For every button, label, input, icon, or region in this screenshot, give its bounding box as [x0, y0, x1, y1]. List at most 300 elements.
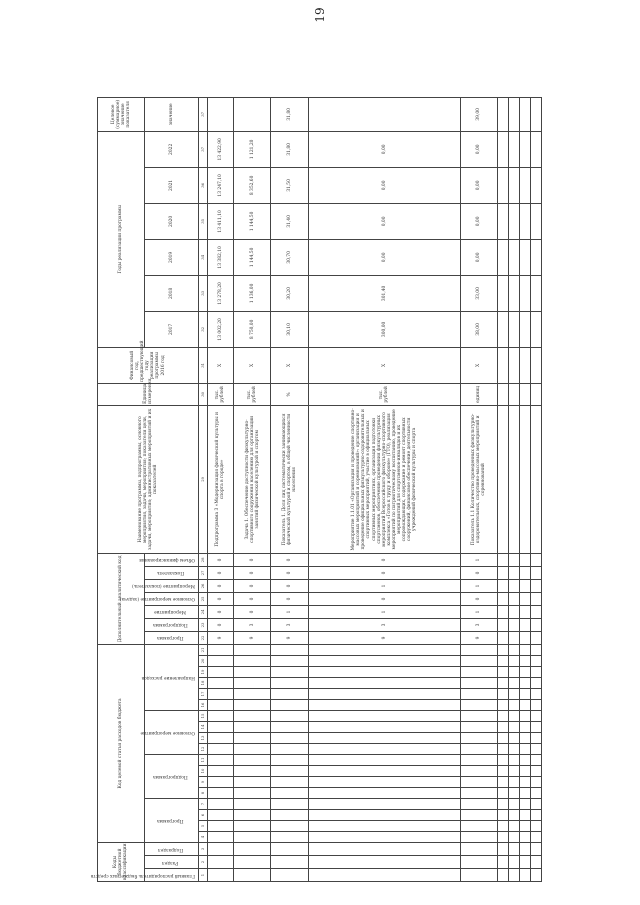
year-header: 2020 [144, 203, 198, 239]
empty-cell [498, 787, 509, 798]
empty-cell [531, 605, 542, 618]
code-cell: 3 [460, 618, 497, 631]
table-row [207, 97, 233, 881]
empty-cell [509, 809, 520, 820]
code-cell [271, 677, 308, 688]
empty-cell [520, 347, 531, 383]
empty-cell [498, 798, 509, 809]
empty-row [520, 97, 531, 881]
code-cell [234, 842, 271, 855]
add-col-header: Объем финансирования [144, 553, 198, 566]
code-cell [207, 677, 233, 688]
year-value: 0,00 [460, 131, 497, 167]
code-cell [308, 787, 460, 798]
year-value: 30,20 [271, 275, 308, 311]
empty-cell [531, 869, 542, 882]
year-value: 30,70 [271, 239, 308, 275]
column-number: 34 [198, 239, 207, 275]
code-cell: 1 [308, 605, 460, 618]
empty-cell [520, 776, 531, 787]
row-unit: тыс. рублей [207, 383, 233, 405]
empty-cell [520, 732, 531, 743]
year-value: 31,80 [271, 131, 308, 167]
code-cell [271, 765, 308, 776]
code-cell: 0 [207, 618, 233, 631]
year-header: 2019 [144, 239, 198, 275]
empty-cell [531, 239, 542, 275]
empty-cell [520, 131, 531, 167]
year-value: 1 121,20 [234, 131, 271, 167]
code-cell: 9 [207, 631, 233, 644]
year-value: 1 144,50 [234, 239, 271, 275]
empty-cell [498, 710, 509, 721]
year-value: 0,00 [460, 203, 497, 239]
year-header: 2021 [144, 167, 198, 203]
empty-cell [498, 203, 509, 239]
empty-cell [531, 644, 542, 655]
target-col-header: Основное мероприятие [144, 710, 198, 754]
empty-cell [531, 553, 542, 566]
empty-cell [509, 666, 520, 677]
target-col-header: Направление расходов [144, 644, 198, 710]
year-value: 0,00 [308, 167, 460, 203]
empty-cell [498, 553, 509, 566]
empty-cell [531, 677, 542, 688]
empty-cell [498, 721, 509, 732]
empty-cell [498, 275, 509, 311]
code-cell [460, 677, 497, 688]
empty-cell [520, 856, 531, 869]
code-cell [308, 820, 460, 831]
year-value: 0,00 [308, 203, 460, 239]
empty-cell [498, 831, 509, 842]
row-name: Мероприятие 1.1.01 «Организация и проведение спортивно-массовых мероприятий и соревнований»: организация и проведение официальных физкультурно-оздоровительных и спортивных мероприятий, участие в официальных спортивных мероприятиях, организация подготовки спортсменов, обеспечение проведения физкультурных мероприятий Всероссийского физкультурно-спортивного комплекса «Готов к труду и обороне» (ГТО), реализация мероприятий по патриотическому воспитанию, проведение мероприятий для спортсменов-инвалидов и их сопровождающих, содержание и ремонт спортивных сооружений, финансовое обеспечение деятельности учреждений физической культуры и спорта [308, 405, 460, 553]
column-number: 17 [198, 688, 207, 699]
code-cell [207, 666, 233, 677]
empty-cell [509, 842, 520, 855]
empty-cell [520, 553, 531, 566]
column-number: 3 [198, 842, 207, 855]
code-cell [460, 787, 497, 798]
code-cell [308, 776, 460, 787]
empty-cell [509, 97, 520, 131]
code-cell: 0 [207, 605, 233, 618]
code-cell: 1 [460, 605, 497, 618]
empty-cell [498, 566, 509, 579]
code-cell [308, 754, 460, 765]
code-cell [308, 856, 460, 869]
code-cell [308, 644, 460, 655]
add-col-header: Показатель [144, 566, 198, 579]
code-cell [271, 842, 308, 855]
year-header: 2022 [144, 131, 198, 167]
column-number: 13 [198, 732, 207, 743]
target-col-header: Программа [144, 798, 198, 842]
code-cell [271, 798, 308, 809]
empty-cell [531, 856, 542, 869]
empty-cell [520, 765, 531, 776]
empty-cell [531, 405, 542, 553]
column-number: 2 [198, 856, 207, 869]
code-cell: 0 [207, 579, 233, 592]
code-cell: 9 [308, 631, 460, 644]
row-unit: % [271, 383, 308, 405]
empty-cell [520, 605, 531, 618]
empty-cell [509, 553, 520, 566]
column-number: 9 [198, 776, 207, 787]
empty-cell [531, 820, 542, 831]
empty-cell [509, 631, 520, 644]
code-cell [308, 842, 460, 855]
code-cell [308, 710, 460, 721]
code-cell [308, 798, 460, 809]
empty-cell [498, 699, 509, 710]
code-cell [460, 699, 497, 710]
empty-cell [520, 618, 531, 631]
year-value: 13 411,10 [207, 203, 233, 239]
empty-cell [520, 798, 531, 809]
code-cell [234, 856, 271, 869]
column-number: 27 [198, 566, 207, 579]
code-cell [460, 644, 497, 655]
empty-cell [520, 566, 531, 579]
code-cell [271, 754, 308, 765]
empty-cell [520, 743, 531, 754]
code-cell [234, 644, 271, 655]
empty-cell [509, 167, 520, 203]
empty-cell [531, 97, 542, 131]
empty-cell [509, 798, 520, 809]
empty-cell [520, 842, 531, 855]
code-cell: 9 [234, 631, 271, 644]
code-cell: 3 [308, 618, 460, 631]
code-cell [271, 776, 308, 787]
empty-cell [498, 869, 509, 882]
empty-cell [498, 347, 509, 383]
column-number: 24 [198, 605, 207, 618]
empty-cell [498, 239, 509, 275]
code-cell: 1 [308, 579, 460, 592]
year-value: 30,10 [271, 311, 308, 347]
row-name: Подпрограмма 3 «Модернизация физической культуры и спорта в городе» [207, 405, 233, 553]
year-value: 0,00 [308, 239, 460, 275]
empty-cell [498, 856, 509, 869]
empty-cell [498, 644, 509, 655]
year-value: 8 352,60 [234, 167, 271, 203]
code-cell: 0 [234, 579, 271, 592]
column-number: 32 [198, 311, 207, 347]
code-cell [207, 820, 233, 831]
code-cell [207, 798, 233, 809]
add-col-header: Основное мероприятие (задача) [144, 592, 198, 605]
code-cell: 0 [234, 566, 271, 579]
empty-cell [531, 566, 542, 579]
empty-cell [520, 579, 531, 592]
column-number: 18 [198, 677, 207, 688]
empty-cell [531, 699, 542, 710]
empty-cell [509, 239, 520, 275]
code-cell [271, 831, 308, 842]
empty-cell [520, 666, 531, 677]
empty-cell [509, 618, 520, 631]
empty-cell [531, 787, 542, 798]
code-cell [207, 732, 233, 743]
empty-cell [509, 688, 520, 699]
code-cell [460, 776, 497, 787]
code-cell [207, 787, 233, 798]
empty-cell [520, 383, 531, 405]
year-value: 0,00 [460, 167, 497, 203]
empty-cell [520, 275, 531, 311]
empty-cell [509, 203, 520, 239]
code-cell: 3 [234, 618, 271, 631]
code-cell [234, 765, 271, 776]
row-unit: тыс. рублей [234, 383, 271, 405]
empty-cell [531, 592, 542, 605]
empty-cell [520, 655, 531, 666]
empty-cell [531, 688, 542, 699]
code-cell: 9 [460, 631, 497, 644]
empty-cell [531, 167, 542, 203]
empty-cell [498, 631, 509, 644]
code-cell [234, 677, 271, 688]
empty-cell [531, 776, 542, 787]
code-col-header: Подраздел [144, 842, 198, 855]
empty-cell [509, 655, 520, 666]
empty-cell [531, 131, 542, 167]
code-cell: 3 [271, 618, 308, 631]
row-unit: единиц [460, 383, 497, 405]
empty-cell [498, 688, 509, 699]
code-cell [271, 732, 308, 743]
row-total [308, 97, 460, 131]
empty-cell [531, 203, 542, 239]
empty-cell [531, 831, 542, 842]
empty-cell [498, 732, 509, 743]
column-number: 7 [198, 798, 207, 809]
code-cell [308, 699, 460, 710]
code-cell [234, 754, 271, 765]
empty-cell [520, 699, 531, 710]
empty-cell [531, 721, 542, 732]
empty-cell [509, 787, 520, 798]
code-cell: 0 [234, 553, 271, 566]
code-cell [271, 655, 308, 666]
code-cell [234, 809, 271, 820]
empty-cell [520, 167, 531, 203]
row-unit: тыс. рублей [308, 383, 460, 405]
empty-cell [498, 666, 509, 677]
empty-cell [509, 831, 520, 842]
column-number: 19 [198, 666, 207, 677]
empty-cell [520, 311, 531, 347]
empty-cell [520, 97, 531, 131]
empty-cell [520, 592, 531, 605]
column-number: 23 [198, 618, 207, 631]
empty-cell [520, 688, 531, 699]
code-cell [460, 732, 497, 743]
year-value: 33,00 [460, 275, 497, 311]
add-col-header: Программа [144, 631, 198, 644]
empty-cell [531, 765, 542, 776]
table-row [234, 97, 271, 881]
empty-cell [509, 820, 520, 831]
empty-cell [509, 699, 520, 710]
year-value: 13 247,10 [207, 167, 233, 203]
code-cell [207, 754, 233, 765]
empty-cell [520, 721, 531, 732]
code-cell [207, 655, 233, 666]
empty-cell [520, 239, 531, 275]
add-group: Дополнительный аналитический код [98, 553, 145, 644]
year-value: 300,00 [308, 311, 460, 347]
empty-cell [509, 644, 520, 655]
empty-cell [531, 383, 542, 405]
code-cell [271, 699, 308, 710]
column-number: 35 [198, 203, 207, 239]
empty-row [531, 97, 542, 881]
row-name: Показатель 1. Доля лиц систематически занимающихся физической культурой и спортом, в общей численности населения [271, 405, 308, 553]
add-col-header: Мероприятие (показатель) [144, 579, 198, 592]
empty-cell [509, 347, 520, 383]
row-total [234, 97, 271, 131]
empty-cell [509, 721, 520, 732]
code-cell [234, 732, 271, 743]
year-value: 38,00 [460, 311, 497, 347]
code-cell [460, 809, 497, 820]
code-cell [234, 743, 271, 754]
code-cell [234, 710, 271, 721]
code-cell [207, 842, 233, 855]
code-cell [207, 856, 233, 869]
column-number: 37 [198, 97, 207, 131]
code-cell [460, 831, 497, 842]
code-cell [207, 699, 233, 710]
rotated-table-container [90, 99, 542, 882]
year-header: 2018 [144, 275, 198, 311]
code-cell: 0 [207, 566, 233, 579]
code-cell: 0 [271, 553, 308, 566]
code-cell [308, 655, 460, 666]
column-number: 1 [198, 869, 207, 882]
empty-cell [498, 605, 509, 618]
code-cell [271, 666, 308, 677]
year-value: 0,00 [460, 239, 497, 275]
add-col-header: Подпрограмма [144, 618, 198, 631]
code-cell [460, 688, 497, 699]
empty-cell [509, 311, 520, 347]
code-cell: 0 [271, 566, 308, 579]
code-cell [271, 869, 308, 882]
empty-cell [531, 631, 542, 644]
empty-row [498, 97, 509, 881]
empty-cell [531, 275, 542, 311]
code-cell [207, 869, 233, 882]
empty-cell [531, 743, 542, 754]
empty-cell [531, 618, 542, 631]
code-cell [234, 820, 271, 831]
empty-cell [509, 579, 520, 592]
code-cell: 0 [271, 592, 308, 605]
empty-cell [498, 579, 509, 592]
year-value: 13 002,20 [207, 311, 233, 347]
row-total [207, 97, 233, 131]
code-cell: 0 [207, 592, 233, 605]
code-cell [460, 798, 497, 809]
empty-cell [509, 743, 520, 754]
empty-cell [509, 383, 520, 405]
empty-cell [498, 383, 509, 405]
code-cell: 0 [234, 605, 271, 618]
column-number-row [198, 97, 207, 881]
empty-cell [520, 831, 531, 842]
empty-cell [498, 809, 509, 820]
row-prev: Х [308, 347, 460, 383]
empty-cell [520, 677, 531, 688]
empty-cell [509, 592, 520, 605]
code-cell: 0 [460, 592, 497, 605]
years-group: Годы реализации программы [98, 131, 145, 347]
code-cell [207, 831, 233, 842]
empty-cell [520, 809, 531, 820]
row-prev: Х [271, 347, 308, 383]
column-number: 30 [198, 383, 207, 405]
empty-cell [531, 579, 542, 592]
empty-cell [498, 820, 509, 831]
empty-cell [520, 203, 531, 239]
column-number: 12 [198, 743, 207, 754]
year-value: 0,00 [308, 131, 460, 167]
code-cell [234, 787, 271, 798]
code-col-header: Раздел [144, 856, 198, 869]
column-number: 37 [198, 131, 207, 167]
empty-row [509, 97, 520, 881]
column-number: 31 [198, 347, 207, 383]
empty-cell [509, 869, 520, 882]
empty-cell [520, 869, 531, 882]
empty-cell [531, 842, 542, 855]
table-row [308, 97, 460, 881]
empty-cell [531, 655, 542, 666]
code-cell: 1 [460, 579, 497, 592]
code-cell [460, 655, 497, 666]
code-cell [207, 809, 233, 820]
code-cell [234, 666, 271, 677]
empty-cell [531, 710, 542, 721]
row-prev: Х [207, 347, 233, 383]
column-number: 20 [198, 655, 207, 666]
target-col-header: Подпрограмма [144, 754, 198, 798]
target-group: Код целевой статьи расходов бюджета [98, 644, 145, 842]
empty-cell [509, 405, 520, 553]
program-table [90, 97, 542, 882]
empty-cell [498, 754, 509, 765]
empty-cell [509, 605, 520, 618]
year-header: 2017 [144, 311, 198, 347]
empty-cell [498, 592, 509, 605]
column-number: 5 [198, 820, 207, 831]
empty-cell [509, 776, 520, 787]
column-number: 11 [198, 754, 207, 765]
code-cell [460, 765, 497, 776]
code-cell [271, 710, 308, 721]
code-cell [234, 699, 271, 710]
column-number: 4 [198, 831, 207, 842]
code-cell [234, 831, 271, 842]
code-cell [460, 869, 497, 882]
code-cell [207, 644, 233, 655]
table-row [271, 97, 308, 881]
